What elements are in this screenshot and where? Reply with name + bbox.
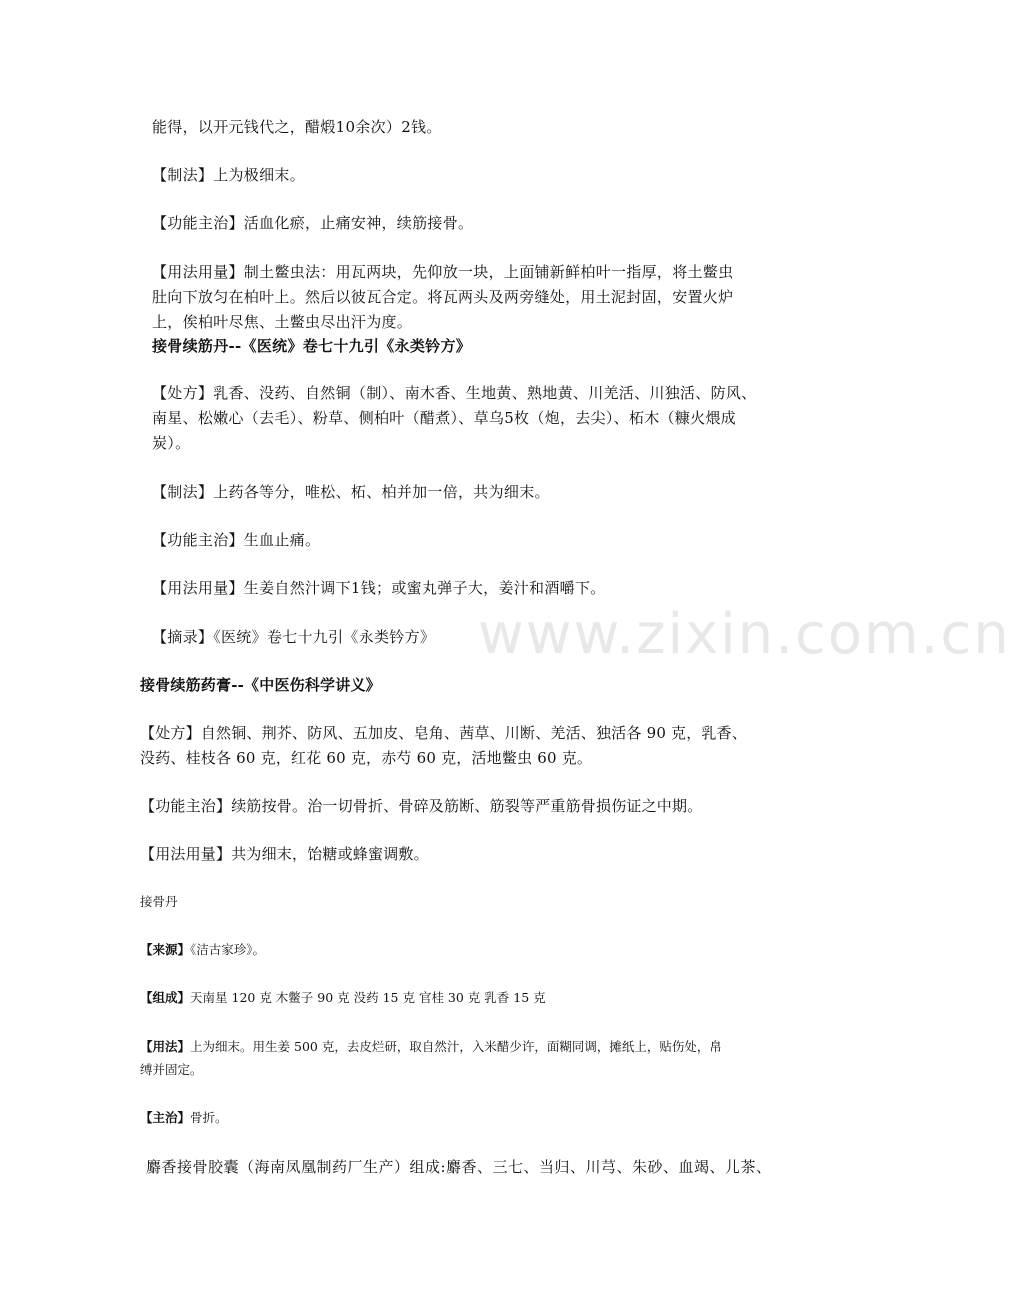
field-label: 【用法】 <box>140 1039 191 1054</box>
paragraph: 【功能主治】续筋按骨。治一切骨折、骨碎及筋断、筋裂等严重筋骨损伤证之中期。 <box>140 797 703 815</box>
paragraph: 肚向下放匀在柏叶上。然后以彼瓦合定。将瓦两头及两旁缝处，用土泥封固，安置火炉 <box>152 288 734 306</box>
paragraph <box>140 1037 722 1055</box>
section-heading: 接骨续筋药膏--《中医伤科学讲义》 <box>140 676 381 694</box>
paragraph: 麝香接骨胶囊（海南凤凰制药厂生产）组成:麝香、三七、当归、川芎、朱砂、血竭、儿茶、 <box>146 1158 772 1176</box>
paragraph: 【用法用量】共为细末，饴糖或蜂蜜调敷。 <box>140 845 429 863</box>
paragraph: 【功能主治】生血止痛。 <box>152 531 321 549</box>
paragraph: 南星、松嫩心（去毛）、粉草、侧柏叶（醋煮）、草乌5枚（炮，去尖）、柘木（糠火煨成 <box>152 409 737 427</box>
paragraph: 能得，以开元钱代之，醋煅10余次）2钱。 <box>152 118 442 136</box>
field-value: 上为细末。用生姜 500 克，去皮烂研，取自然汁，入米醋少许，面糊同调，摊纸上，贴伤处，帛 <box>190 1039 722 1054</box>
paragraph: 上，俟柏叶尽焦、土鳖虫尽出汗为度。 <box>152 313 413 331</box>
paragraph: 【制法】上药各等分，唯松、柘、柏并加一倍，共为细末。 <box>152 483 550 501</box>
paragraph <box>140 988 546 1006</box>
paragraph: 缚并固定。 <box>140 1062 203 1077</box>
paragraph: 【制法】上为极细末。 <box>152 166 306 184</box>
section-heading: 接骨丹 <box>140 894 178 909</box>
paragraph: 没药、桂枝各 60 克，红花 60 克，赤芍 60 克，活地鳖虫 60 克。 <box>140 749 593 767</box>
paragraph: 【用法用量】制土鳖虫法：用瓦两块，先仰放一块，上面铺新鲜柏叶一指厚，将土鳖虫 <box>152 263 734 281</box>
field-value: 骨折。 <box>190 1110 228 1125</box>
paragraph: 【功能主治】活血化瘀，止痛安神，续筋接骨。 <box>152 214 474 232</box>
paragraph: 【摘录】《医统》卷七十九引《永类钤方》 <box>152 628 436 646</box>
paragraph <box>140 940 265 958</box>
field-value: 天南星 120 克 木鳖子 90 克 没药 15 克 官桂 30 克 乳香 15 克 <box>190 990 546 1005</box>
field-label: 【来源】 <box>140 942 191 957</box>
watermark: www.zixin.com.cn <box>478 602 1011 667</box>
paragraph: 炭）。 <box>152 434 191 452</box>
paragraph: 【处方】乳香、没药、自然铜（制）、南木香、生地黄、熟地黄、川羌活、川独活、防风、 <box>152 384 757 402</box>
paragraph <box>140 1108 228 1126</box>
field-value: 《洁古家珍》。 <box>190 942 266 957</box>
paragraph: 【处方】自然铜、荆芥、防风、五加皮、皂角、茜草、川断、羌活、独活各 90 克，乳香、 <box>140 724 748 742</box>
paragraph: 【用法用量】生姜自然汁调下1钱；或蜜丸弹子大，姜汁和酒嚼下。 <box>152 579 606 597</box>
section-heading: 接骨续筋丹--《医统》卷七十九引《永类钤方》 <box>152 337 472 355</box>
field-label: 【主治】 <box>140 1110 191 1125</box>
field-label: 【组成】 <box>140 990 191 1005</box>
